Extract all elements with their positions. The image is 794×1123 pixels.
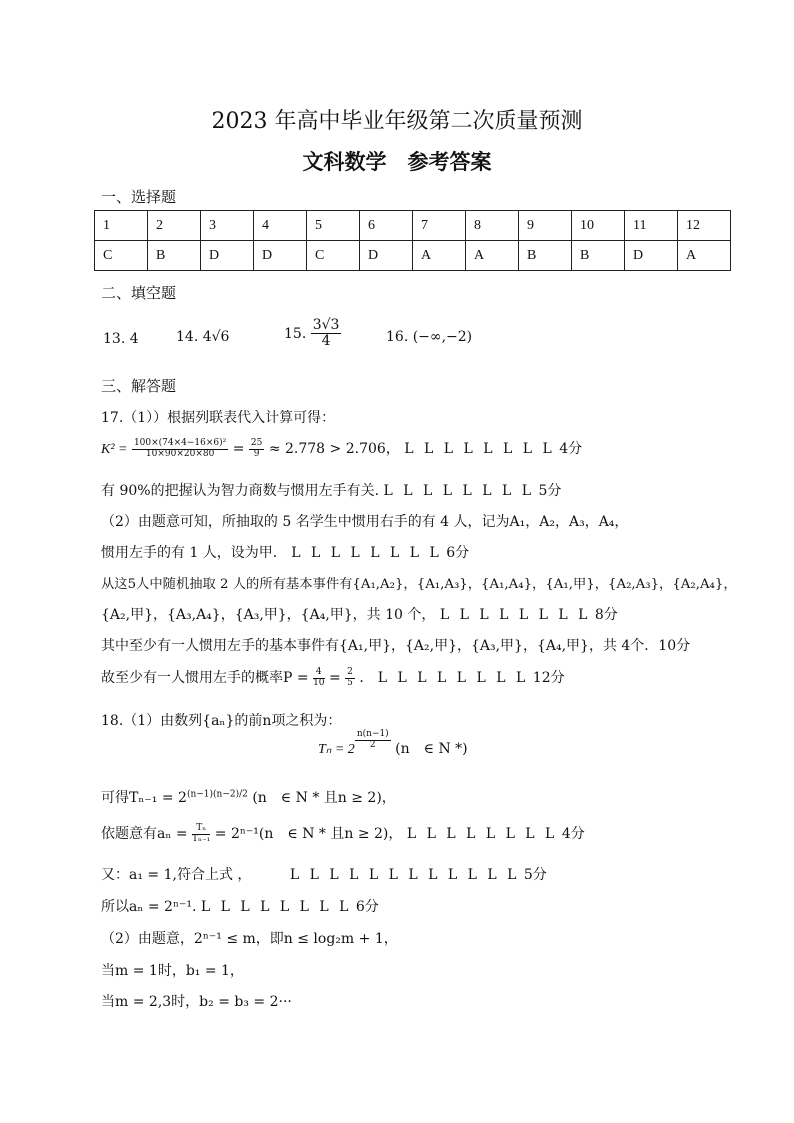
k2-numerator: 100×(74×4−16×6)²	[133, 437, 227, 448]
table-cell: A	[466, 241, 519, 271]
q15-label: 15.	[284, 325, 307, 342]
leader-dots: L L L L L L L L	[439, 607, 591, 623]
an-formula	[101, 823, 585, 844]
q15-denominator: 4	[321, 333, 331, 350]
probability-line	[101, 667, 565, 688]
leader-dots: L L L L L L L L	[383, 483, 535, 499]
score: 4分	[559, 441, 583, 457]
period: ．	[359, 670, 374, 686]
answer-table-answer-row	[95, 241, 731, 271]
table-cell: B	[148, 241, 201, 271]
table-cell: A	[678, 241, 731, 271]
table-cell: 6	[360, 211, 413, 241]
table-cell: D	[201, 241, 254, 271]
case-m1: 当m = 1时，b₁ = 1，	[101, 963, 244, 979]
leader-dots: L L L L L L L L L L L L	[289, 867, 520, 883]
table-cell: C	[95, 241, 148, 271]
k2-equals: =	[232, 441, 245, 457]
leader-dots: L L L L L L L L	[406, 826, 558, 842]
table-cell: 4	[254, 211, 307, 241]
conclusion-text: 有 90%的把握认为智力商数与惯用左手有关.	[101, 483, 380, 499]
fill-answer-14	[176, 329, 229, 345]
table-cell: 9	[519, 211, 572, 241]
part2-line-b	[101, 542, 469, 562]
q16-value: (−∞,−2)	[412, 329, 473, 345]
section-solution-heading: 三、解答题	[101, 377, 177, 395]
score: 5分	[538, 483, 562, 499]
k2-formula	[101, 438, 582, 459]
table-cell: 5	[307, 211, 360, 241]
table-cell: D	[625, 241, 678, 271]
line-text: 故至少有一人惯用左手的概率P =	[101, 670, 309, 686]
equals: =	[328, 670, 341, 686]
q14-value: 4√6	[202, 329, 230, 345]
exp-numerator: n(n−1)	[356, 729, 389, 739]
part2-line-c: 从这5人中随机抽取 2 人的所有基本事件有{A₁,A₂}，{A₁,A₃}，{A₁,A₄}，{A₁,甲}，{A₂,A₃}，{A₂,A₄}，	[101, 577, 737, 592]
fill-answer-15	[284, 318, 341, 350]
line-text: 惯用左手的有 1 人，设为甲．	[101, 545, 287, 561]
leader-dots: L L L L L L L L	[200, 899, 352, 915]
line-text: 所以aₙ = 2ⁿ⁻¹.	[101, 899, 197, 915]
an-lhs: 依题意有aₙ =	[101, 826, 188, 842]
section-fill-heading: 二、填空题	[101, 284, 177, 302]
table-cell: A	[413, 241, 466, 271]
answer-table-number-row	[95, 211, 731, 241]
q17-intro: 17.（1））根据列联表代入计算可得：	[101, 410, 336, 426]
denominator: 5	[347, 677, 353, 688]
case-m23: 当m = 2,3时，b₂ = b₃ = 2···	[101, 994, 292, 1010]
k2-result-fraction	[249, 439, 264, 460]
k2-fraction	[132, 439, 228, 460]
q18-intro: 18.（1）由数列{aₙ}的前n项之积为：	[101, 713, 342, 729]
part2-18-intro: （2）由题意，2ⁿ⁻¹ ≤ m，即n ≤ log₂m + 1，	[101, 931, 398, 947]
an-result-line	[101, 896, 379, 916]
conclusion-90	[101, 480, 561, 500]
table-cell: 11	[625, 211, 678, 241]
k2-denominator: 10×90×20×80	[145, 448, 215, 459]
table-cell: B	[572, 241, 625, 271]
table-cell: 3	[201, 211, 254, 241]
table-cell: D	[254, 241, 307, 271]
tn1-lhs: 可得Tₙ₋₁ = 2	[101, 790, 187, 806]
k2-rest: ≈ 2.778 > 2.706，	[268, 441, 400, 457]
exp-denominator: 2	[369, 739, 376, 750]
score: 6分	[355, 899, 379, 915]
denominator: 10	[313, 677, 325, 688]
q13-value: 4	[129, 331, 139, 347]
tn-formula	[318, 729, 468, 758]
table-cell: B	[519, 241, 572, 271]
score: 4分	[561, 826, 585, 842]
prob-fraction-1	[313, 668, 324, 689]
leader-dots: L L L L L L L L	[377, 670, 529, 686]
score: 5分	[523, 867, 547, 883]
tn1-exponent: (n−1)(n−2)/2	[186, 789, 248, 800]
k2-result-denominator: 9	[253, 448, 260, 459]
q13-label: 13.	[103, 331, 126, 347]
k2-lhs: K² =	[101, 442, 128, 457]
numerator: 4	[313, 668, 324, 679]
tn1-formula	[101, 787, 396, 807]
part2-line-d	[101, 604, 618, 624]
tn-rhs: (n ∈ N *)	[395, 741, 468, 757]
fill-answer-16	[386, 329, 472, 345]
table-cell: 7	[413, 211, 466, 241]
table-cell: 12	[678, 211, 731, 241]
part2-line-e: 其中至少有一人惯用左手的基本事件有{A₁,甲}，{A₂,甲}，{A₃,甲}，{A₄,甲}，共 4个．10分	[101, 638, 691, 654]
line-text: {A₂,甲}，{A₃,A₄}，{A₃,甲}，{A₄,甲}，共 10 个，	[101, 607, 436, 623]
page-subtitle: 文科数学 参考答案	[302, 149, 492, 174]
page-title: 2023 年高中毕业年级第二次质量预测	[211, 109, 583, 134]
q15-numerator: 3√3	[312, 317, 340, 333]
table-cell: D	[360, 241, 413, 271]
fill-answer-13	[103, 331, 139, 347]
score: 6分	[446, 545, 470, 561]
an-fraction	[192, 824, 210, 845]
q16-label: 16.	[386, 329, 409, 345]
table-cell: 1	[95, 211, 148, 241]
answer-table	[94, 210, 731, 271]
q15-fraction	[311, 318, 342, 350]
table-cell: C	[307, 241, 360, 271]
a1-line	[101, 864, 547, 884]
denominator: Tₙ₋₁	[192, 833, 211, 844]
score: 12分	[532, 670, 565, 686]
q14-label: 14.	[176, 329, 199, 345]
tn-lhs: Tₙ = 2	[318, 742, 355, 757]
numerator: 2	[347, 666, 353, 677]
an-rhs: = 2ⁿ⁻¹(n ∈ N * 且n ≥ 2)，	[214, 826, 403, 842]
tn1-rhs: (n ∈ N * 且n ≥ 2)，	[252, 790, 396, 806]
line-text: 又：a₁ = 1,符合上式 ，	[101, 867, 252, 883]
table-cell: 10	[572, 211, 625, 241]
part2-line-a: （2）由题意可知，所抽取的 5 名学生中惯用右手的有 4 人，记为A₁，A₂，A₃，A₄，	[101, 514, 629, 530]
leader-dots: L L L L L L L L	[404, 441, 555, 457]
leader-dots: L L L L L L L L	[291, 545, 442, 561]
k2-result-numerator: 25	[250, 437, 263, 448]
table-cell: 2	[148, 211, 201, 241]
table-cell: 8	[466, 211, 519, 241]
prob-fraction-2	[345, 668, 355, 689]
score: 8分	[594, 607, 618, 623]
tn-exponent	[355, 730, 391, 751]
numerator: Tₙ	[192, 824, 210, 835]
section-choice-heading: 一、选择题	[101, 188, 177, 206]
